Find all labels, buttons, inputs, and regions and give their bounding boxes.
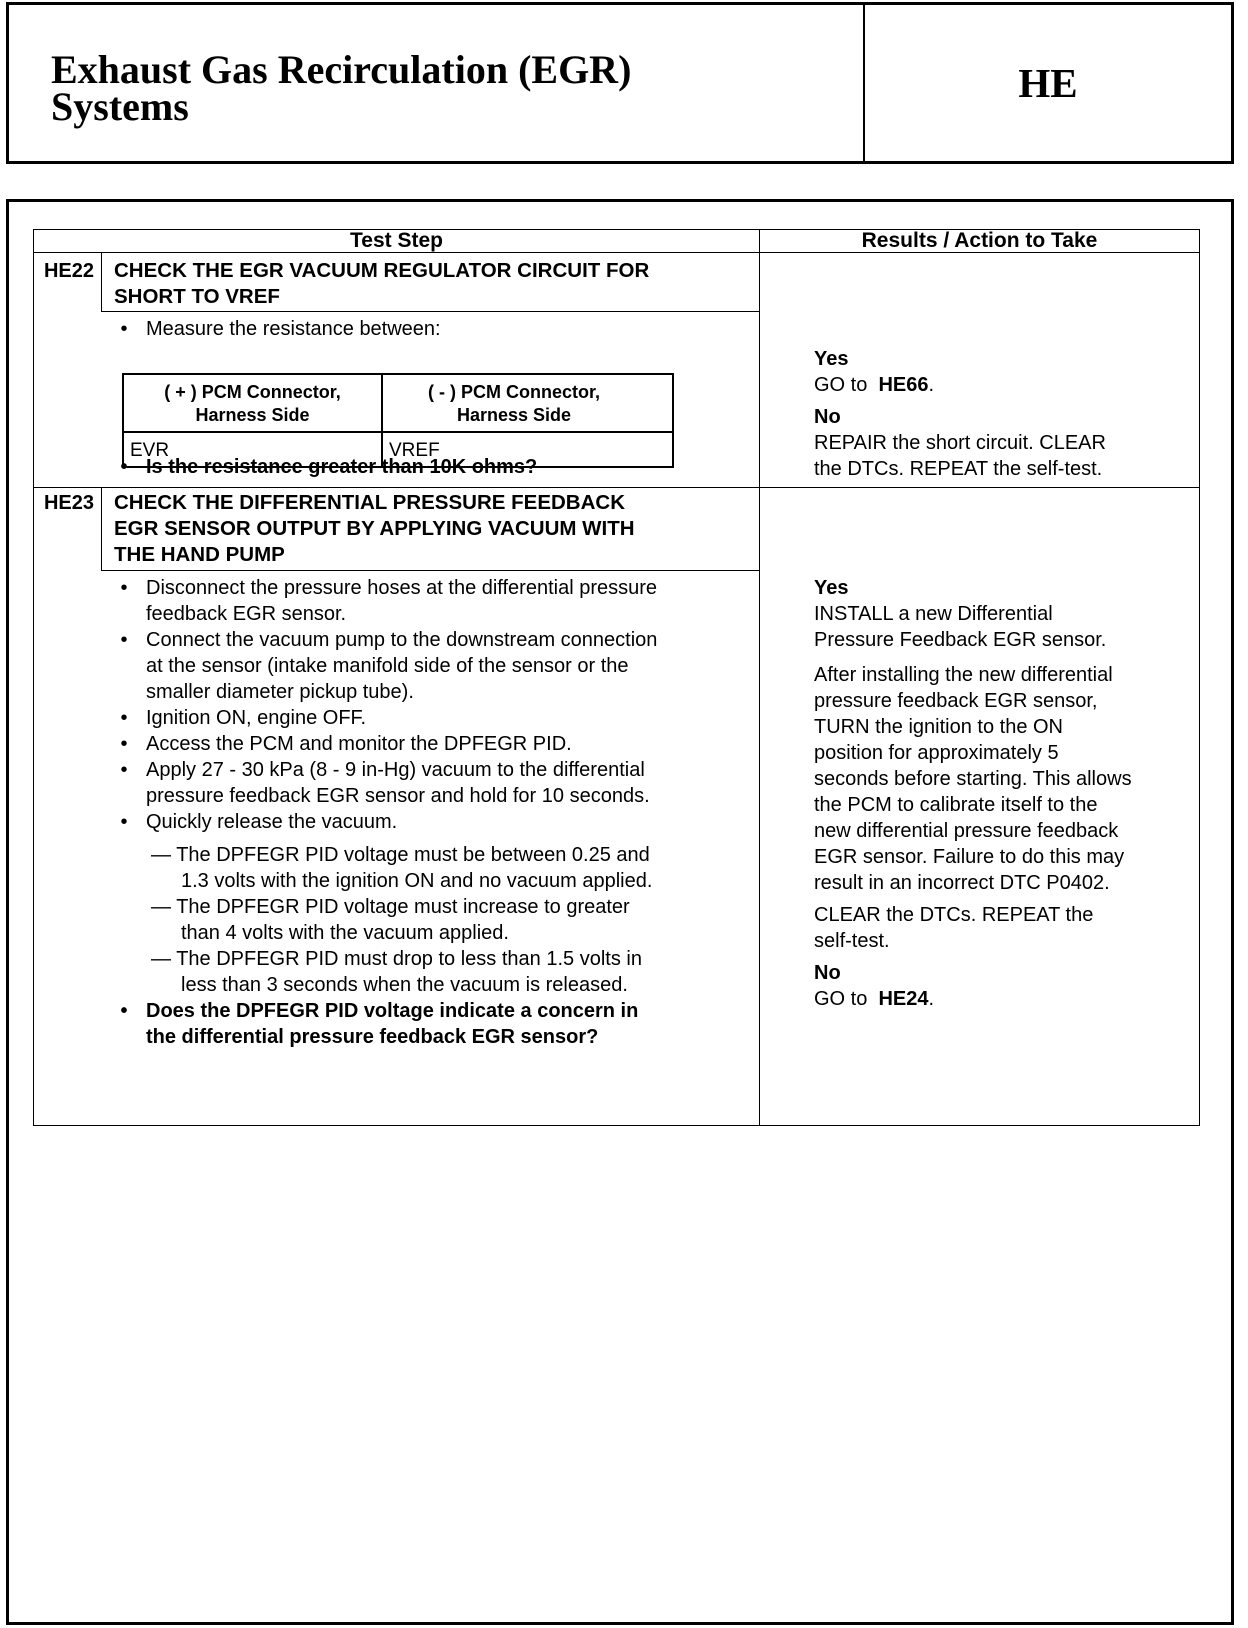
results-row-divider [759,487,1199,488]
he23-criteria-2: — The DPFEGR PID voltage must increase to greater than 4 volts with the vacuum applied. [151,896,630,944]
he23-top-divider [34,487,759,488]
bullet-icon: • [120,733,128,755]
col-header-test-step: Test Step [350,229,443,252]
bullet-icon: • [120,707,128,729]
connector-header-neg: ( - ) PCM Connector, Harness Side [428,381,600,425]
he22-question: Is the resistance greater than 10K ohms? [146,456,538,478]
he23-criteria-3: — The DPFEGR PID must drop to less than 1.5 volts in less than 3 seconds when the vacuum is released. [151,948,642,996]
he22-results: Yes GO to HE66. No REPAIR the short circuit. CLEAR the DTCs. REPEAT the self-test. [814,348,1106,480]
he23-step-5: Apply 27 - 30 kPa (8 - 9 in-Hg) vacuum to the differential pressure feedback EGR sensor and hold for 10 seconds. [146,759,650,807]
connector-cell-neg: VREF [389,439,440,461]
step-id-he23: HE23 [43,492,95,514]
bullet-icon: • [120,456,128,478]
he23-results: Yes INSTALL a new Differential Pressure Feedback EGR sensor. After installing the new differential pressure feedback EGR sensor, TURN the ignition to the ON position for approximately 5 seconds before starting. This allows the PCM to calibrate itself to the new differential pressure feedback EGR sensor. Failure to do this may result in an incorrect DTC P0402. CLEAR the DTCs. REPEAT the self-test. No GO to HE24. [814,577,1132,1010]
bullet-icon: • [120,577,128,599]
page-title: Exhaust Gas Recirculation (EGR) Systems [51,47,632,129]
connector-cell-pos: EVR [130,439,170,461]
bullet-icon: • [120,759,128,781]
section-code: HE [1018,60,1078,106]
col-header-results: Results / Action to Take [861,229,1098,252]
he23-question: Does the DPFEGR PID voltage indicate a concern in the differential pressure feedback EGR sensor? [146,1000,639,1048]
he23-title-divider [101,570,759,571]
page-header [6,2,1234,164]
bullet-icon: • [120,1000,128,1022]
step-id-he22: HE22 [43,260,95,282]
step-title-he22: CHECK THE EGR VACUUM REGULATOR CIRCUIT FOR SHORT TO VREF [114,259,650,308]
step-title-he23: CHECK THE DIFFERENTIAL PRESSURE FEEDBACK EGR SENSOR OUTPUT BY APPLYING VACUUM WITH THE HAND PUMP [114,491,635,566]
he22-measure-text: Measure the resistance between: [146,318,441,340]
connector-header-pos: ( + ) PCM Connector, Harness Side [164,381,341,425]
bullet-icon: • [120,811,128,833]
he23-step-1: Disconnect the pressure hoses at the differential pressure feedback EGR sensor. [146,577,658,625]
he23-criteria-1: — The DPFEGR PID voltage must be between 0.25 and 1.3 volts with the ignition ON and no vacuum applied. [151,844,653,892]
bullet-icon: • [120,318,128,340]
he22-title-divider [101,311,759,312]
he23-step-2: Connect the vacuum pump to the downstream connection at the sensor (intake manifold side of the sensor or the smaller diameter pickup tube). [146,629,658,703]
he23-step-3: Ignition ON, engine OFF. [146,707,367,729]
test-step-table [33,229,1200,1126]
he23-step-4: Access the PCM and monitor the DPFEGR PID. [146,733,572,755]
he23-step-6: Quickly release the vacuum. [146,811,398,833]
bullet-icon: • [120,629,128,651]
